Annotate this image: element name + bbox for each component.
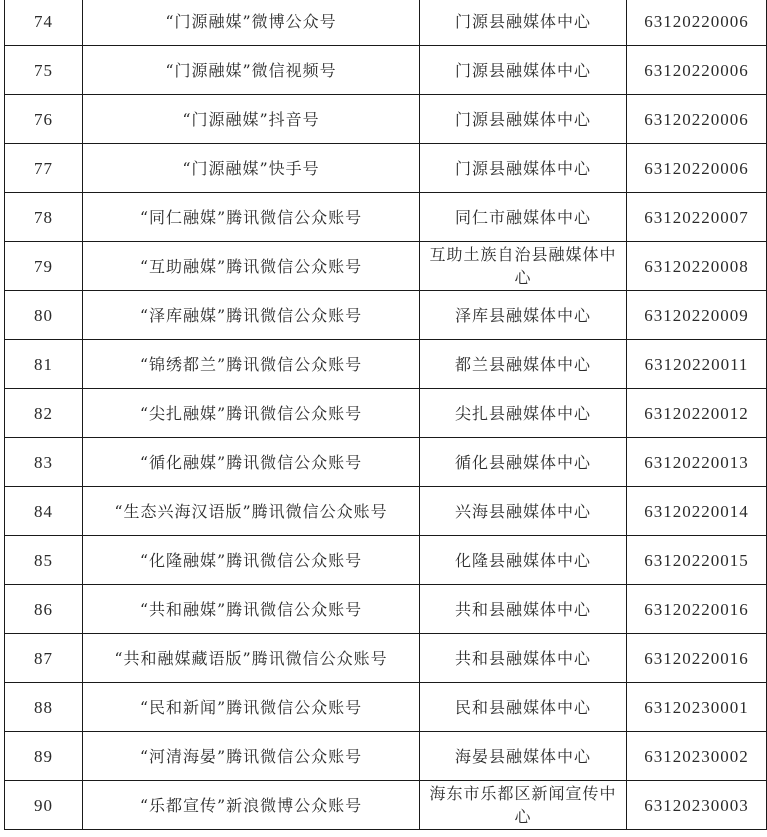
table-row bbox=[5, 144, 767, 193]
table-row bbox=[5, 732, 767, 781]
account-name: “共和融媒藏语版”腾讯微信公众账号 bbox=[83, 634, 420, 683]
table-row bbox=[5, 291, 767, 340]
organization: 民和县融媒体中心 bbox=[420, 683, 627, 732]
account-name: “泽库融媒”腾讯微信公众账号 bbox=[83, 291, 420, 340]
table-row bbox=[5, 0, 767, 46]
account-name: “共和融媒”腾讯微信公众账号 bbox=[83, 585, 420, 634]
registration-code: 63120220016 bbox=[627, 585, 767, 634]
row-number: 84 bbox=[5, 487, 83, 536]
organization: 共和县融媒体中心 bbox=[420, 634, 627, 683]
account-name: “同仁融媒”腾讯微信公众账号 bbox=[83, 193, 420, 242]
organization: 门源县融媒体中心 bbox=[420, 95, 627, 144]
row-number: 81 bbox=[5, 340, 83, 389]
registration-code: 63120220012 bbox=[627, 389, 767, 438]
organization: 都兰县融媒体中心 bbox=[420, 340, 627, 389]
registration-code: 63120220009 bbox=[627, 291, 767, 340]
table-row bbox=[5, 781, 767, 830]
table-row bbox=[5, 193, 767, 242]
registration-code: 63120230001 bbox=[627, 683, 767, 732]
row-number: 78 bbox=[5, 193, 83, 242]
registration-code: 63120220006 bbox=[627, 46, 767, 95]
row-number: 83 bbox=[5, 438, 83, 487]
table-body bbox=[5, 0, 767, 830]
registration-code: 63120230002 bbox=[627, 732, 767, 781]
registration-code: 63120220006 bbox=[627, 0, 767, 46]
account-name: “河清海晏”腾讯微信公众账号 bbox=[83, 732, 420, 781]
row-number: 80 bbox=[5, 291, 83, 340]
registration-code: 63120220016 bbox=[627, 634, 767, 683]
account-name: “化隆融媒”腾讯微信公众账号 bbox=[83, 536, 420, 585]
account-name: “生态兴海汉语版”腾讯微信公众账号 bbox=[83, 487, 420, 536]
organization: 共和县融媒体中心 bbox=[420, 585, 627, 634]
account-name: “门源融媒”微信视频号 bbox=[83, 46, 420, 95]
organization: 兴海县融媒体中心 bbox=[420, 487, 627, 536]
account-name: “门源融媒”抖音号 bbox=[83, 95, 420, 144]
row-number: 79 bbox=[5, 242, 83, 291]
table-row bbox=[5, 487, 767, 536]
table-row bbox=[5, 536, 767, 585]
registry-table bbox=[4, 0, 767, 830]
table-row bbox=[5, 389, 767, 438]
table-row bbox=[5, 46, 767, 95]
row-number: 85 bbox=[5, 536, 83, 585]
table-row bbox=[5, 242, 767, 291]
row-number: 88 bbox=[5, 683, 83, 732]
registration-code: 63120220008 bbox=[627, 242, 767, 291]
organization: 海晏县融媒体中心 bbox=[420, 732, 627, 781]
organization: 同仁市融媒体中心 bbox=[420, 193, 627, 242]
account-name: “尖扎融媒”腾讯微信公众账号 bbox=[83, 389, 420, 438]
organization: 门源县融媒体中心 bbox=[420, 46, 627, 95]
account-name: “循化融媒”腾讯微信公众账号 bbox=[83, 438, 420, 487]
organization: 互助土族自治县融媒体中心 bbox=[420, 242, 627, 291]
organization: 门源县融媒体中心 bbox=[420, 144, 627, 193]
organization: 门源县融媒体中心 bbox=[420, 0, 627, 46]
account-name: “锦绣都兰”腾讯微信公众账号 bbox=[83, 340, 420, 389]
row-number: 87 bbox=[5, 634, 83, 683]
table-row bbox=[5, 95, 767, 144]
organization: 泽库县融媒体中心 bbox=[420, 291, 627, 340]
account-name: “民和新闻”腾讯微信公众账号 bbox=[83, 683, 420, 732]
account-name: “互助融媒”腾讯微信公众账号 bbox=[83, 242, 420, 291]
table-row bbox=[5, 634, 767, 683]
account-name: “门源融媒”微博公众号 bbox=[83, 0, 420, 46]
row-number: 76 bbox=[5, 95, 83, 144]
row-number: 77 bbox=[5, 144, 83, 193]
registration-code: 63120220013 bbox=[627, 438, 767, 487]
organization: 尖扎县融媒体中心 bbox=[420, 389, 627, 438]
organization: 化隆县融媒体中心 bbox=[420, 536, 627, 585]
registration-code: 63120220006 bbox=[627, 95, 767, 144]
row-number: 75 bbox=[5, 46, 83, 95]
registration-code: 63120220011 bbox=[627, 340, 767, 389]
registration-code: 63120220006 bbox=[627, 144, 767, 193]
registration-code: 63120230003 bbox=[627, 781, 767, 830]
registration-code: 63120220014 bbox=[627, 487, 767, 536]
row-number: 89 bbox=[5, 732, 83, 781]
table-row bbox=[5, 340, 767, 389]
registration-code: 63120220015 bbox=[627, 536, 767, 585]
organization: 循化县融媒体中心 bbox=[420, 438, 627, 487]
row-number: 82 bbox=[5, 389, 83, 438]
table-row bbox=[5, 438, 767, 487]
account-name: “乐都宣传”新浪微博公众账号 bbox=[83, 781, 420, 830]
account-name: “门源融媒”快手号 bbox=[83, 144, 420, 193]
table-row bbox=[5, 683, 767, 732]
organization: 海东市乐都区新闻宣传中心 bbox=[420, 781, 627, 830]
row-number: 86 bbox=[5, 585, 83, 634]
row-number: 74 bbox=[5, 0, 83, 46]
row-number: 90 bbox=[5, 781, 83, 830]
registration-code: 63120220007 bbox=[627, 193, 767, 242]
table-row bbox=[5, 585, 767, 634]
